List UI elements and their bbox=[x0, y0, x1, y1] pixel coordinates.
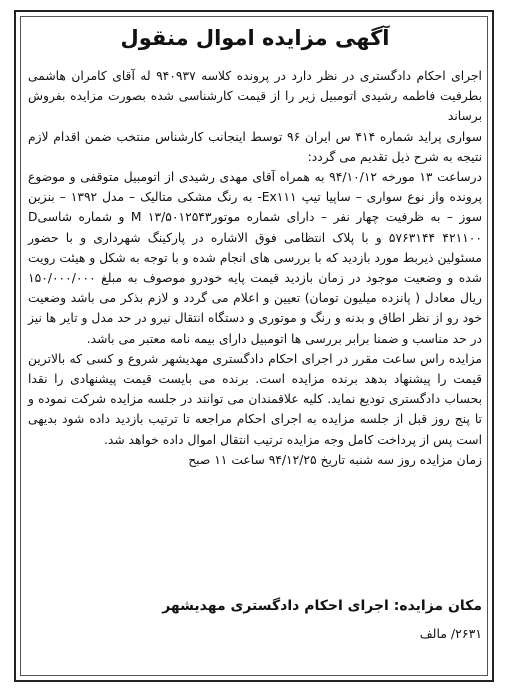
auction-location: مکان مزایده: اجرای احکام دادگستری مهدیشهر bbox=[162, 598, 482, 614]
paragraph-intro: اجرای احکام دادگستری در نظر دارد در پرونده کلاسه ۹۴۰۹۳۷ له آقای کامران هاشمی بطرفیت فاطمه رشیدی اتومبیل زیر را از قیمت کارشناسی شده بصورت مزایده بفروش برساند bbox=[28, 69, 482, 124]
notice-title: آگهی مزایده اموال منقول bbox=[120, 26, 390, 50]
paragraph-auction-time: زمان مزایده روز سه شنبه تاریخ ۹۴/۱۲/۲۵ ساعت ۱۱ صبح bbox=[188, 452, 482, 467]
notice-body bbox=[28, 66, 482, 470]
paragraph-vehicle-details: درساعت ۱۳ مورخه ۹۴/۱۰/۱۲ به همراه آقای مهدی رشیدی از اتومبیل متوقفی و موضوع پرونده واز نوع سواری – ساپیا تیپ Ex۱۱۱- به رنگ مشکی متالیک – مدل ۱۳۹۲ – بنزین سوز – به ظرفیت چهار نفر – دارای شماره موتورM ۱۳/۵۰۱۲۵۴۳ و شماره شاسیD ۵۷۶۳۱۴۴ ۴۲۱۱۰۰ و با پلاک انتظامی فوق الاشاره در پارکینگ شهرداری و با حضور مسئولین ذیربط مورد بازدید که با بررسی های انجام شده و با توجه به شکل و هیئت رویت شده و وضعیت موجود در زمان بازدید قیمت پایه خودرو موصوف به مبلغ ۱۵۰/۰۰۰/۰۰۰ ریال معادل ( پانزده میلیون تومان) تعیین و اعلام می گردد و لازم بذکر می باشد وضعیت خود رو از نظر اطاق و بدنه و رنگ و موتوری و دستگاه انتقال نیرو در حد مدل و تایر ها نیز در حد مناسب و ضمنا برابر بررسی ها اتومبیل دارای بیمه نامه معتبر می باشد. bbox=[28, 170, 483, 346]
paragraph-auction-terms: مزایده راس ساعت مقرر در اجرای احکام دادگستری مهدیشهر شروع و کسی که بالاترین قیمت را پیشنهاد بدهد برنده مزایده است. برنده می بایست قیمت پیشنهادی را نقدا بحساب دادگستری تودیع نماید. کلیه علاقمندان می توانند در جلسه مزایده شرکت نموده و تا پنج روز قبل از جلسه مزایده به اجرای احکام مراجعه تا ترتیب بازدید داده شود بدیهی است پس از پرداخت کامل وجه مزایده ترتیب انتقال اموال داده خواهد شد. bbox=[28, 351, 482, 447]
notice-reference: ۲۶۳۱/ مالف bbox=[419, 626, 482, 641]
paragraph-expert: سواری پراید شماره ۴۱۴ س ایران ۹۶ توسط اینجانب کارشناس منتخب ضمن اقدام لازم نتیجه به شرح ذیل تقدیم می گردد: bbox=[28, 129, 482, 164]
